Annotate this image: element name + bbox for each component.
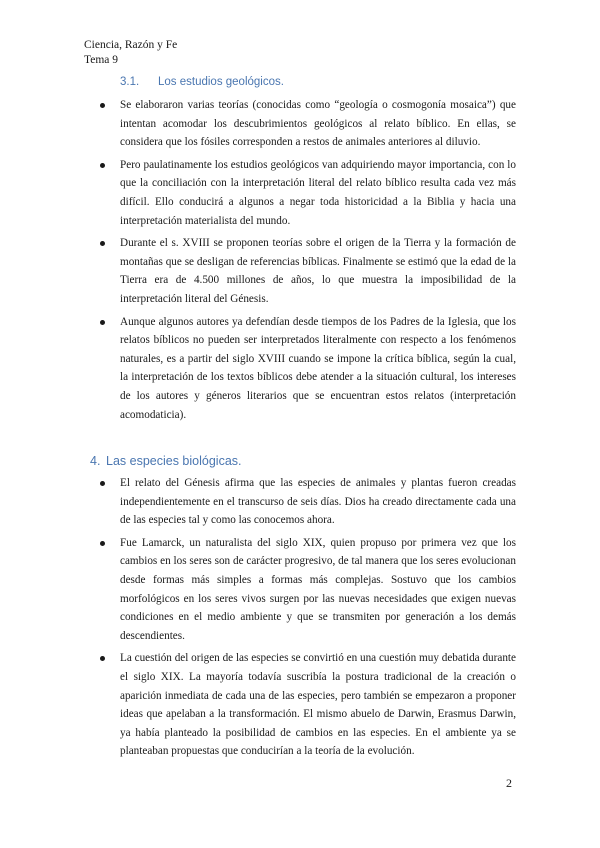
bullet-text: Se elaboraron varias teorías (conocidas como “geología o cosmogonía mosaica”) que intentan acomodar los descubrimientos geológicos al relato bíblico. En ellas, se considera que los fósiles corresponden a restos de animales anteriores al diluvio. — [120, 99, 516, 149]
list-item — [100, 313, 516, 425]
bullet-icon — [100, 241, 105, 246]
bullet-icon — [100, 541, 105, 546]
bullet-text: Durante el s. XVIII se proponen teorías sobre el origen de la Tierra y la formación de montañas que se desligan de referencias bíblicas. Finalmente se estimó que la edad de la Tierra era de 4.500 millones de años, lo que muestra la imposibilidad de la interpretación literal del Génesis. — [120, 237, 516, 305]
bullet-icon — [100, 320, 105, 325]
bullet-icon — [100, 163, 105, 168]
list-item — [100, 649, 516, 761]
list-item — [100, 96, 516, 152]
bullet-text: Aunque algunos autores ya defendían desde tiempos de los Padres de la Iglesia, que los relatos bíblicos no pueden ser interpretados literalmente con respecto a los fenómenos naturales, es a partir del siglo XVIII cuando se impone la crítica bíblica, según la cual, la interpretación de los textos bíblicos debe atender a la situación cultural, los intereses de los autores y géneros literarios que se encuentran estos relatos (interpretación acomodaticia). — [120, 315, 516, 421]
list-item — [100, 474, 516, 530]
page-header — [84, 38, 177, 68]
list-item — [100, 234, 516, 308]
section-3-1-number: 3.1. — [120, 76, 140, 88]
section-4-title: Las especies biológicas. — [106, 454, 242, 468]
section-4-bullet-list — [100, 474, 516, 765]
header-topic: Tema 9 — [84, 54, 119, 66]
bullet-text: Pero paulatinamente los estudios geológicos van adquiriendo mayor importancia, con lo que la conciliación con la interpretación literal del relato bíblico resulta cada vez más difícil. Ello conducirá a algunos a negar toda historicidad a la Biblia y hacia una interpretación materialista del mundo. — [120, 158, 516, 227]
page-number: 2 — [506, 776, 512, 790]
bullet-icon — [100, 656, 105, 661]
section-3-1-title: Los estudios geológicos. — [158, 76, 284, 88]
section-3-1-heading — [120, 76, 284, 88]
bullet-text: El relato del Génesis afirma que las especies de animales y plantas fueron creadas independientemente en el transcurso de seis días. Dios ha creado directamente cada una de las especies tal y como las conocemos ahora. — [120, 477, 516, 527]
section-4-heading — [90, 454, 242, 468]
list-item — [100, 534, 516, 646]
bullet-text: La cuestión del origen de las especies se convirtió en una cuestión muy debatida durante el siglo XIX. La mayoría todavía suscribía la postura tradicional de la creación o aparición inmediata de cada una de las especies, pero también se empezaron a proponer ideas que apelaban a la transformación. El mismo abuelo de Darwin, Erasmus Darwin, ya había planteado la posibilidad de cambios en las especies. En el ambiente ya se planteaban propuestas que conducirían a la teoría de la evolución. — [120, 652, 516, 758]
section-4-number: 4. — [90, 454, 101, 468]
section-3-1-bullet-list — [100, 96, 516, 428]
bullet-icon — [100, 481, 105, 486]
list-item — [100, 156, 516, 230]
bullet-text: Fue Lamarck, un naturalista del siglo XIX, quien propuso por primera vez que los cambios en los seres son de carácter progresivo, de tal manera que los seres evolucionan desde formas más simples a formas más complejas. Sostuvo que los cambios morfológicos en los seres vivos surgen por las nuevas necesidades que exigen nuevas condiciones en el medio ambiente y que se transmiten por generación a los demás descendientes. — [120, 536, 516, 642]
bullet-icon — [100, 103, 105, 108]
header-course: Ciencia, Razón y Fe — [84, 39, 178, 51]
